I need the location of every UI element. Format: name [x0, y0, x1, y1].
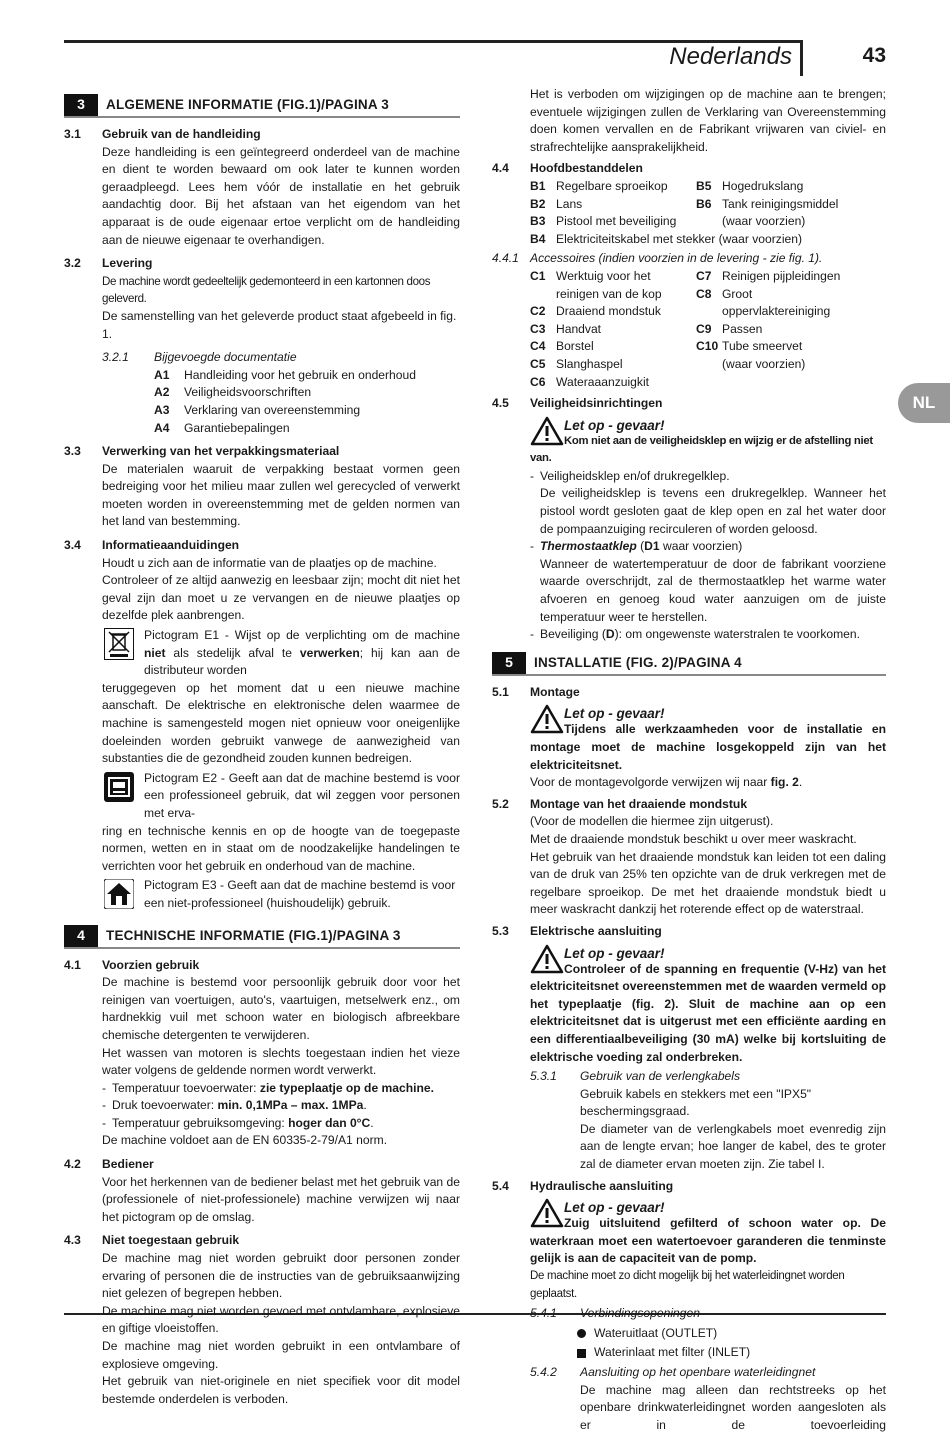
list-item: reinigen van de kop [556, 286, 662, 301]
paragraph: Voor de montagevolgorde verwijzen wij naar fig. 2. [530, 775, 803, 790]
warning-text: Kom niet aan de veiligheidsklep en wijzig er de afstelling niet van. [530, 434, 873, 465]
list-item: C5 Slanghaspel [530, 356, 623, 371]
section-number: 4 [64, 925, 98, 947]
heading-5-4 [492, 1178, 886, 1196]
paragraph: Het wassen van motoren is slechts toegestaan indien het vieze water volgens de geldende normen wordt verwerkt. [102, 1045, 460, 1078]
list-item: C4 Borstel [530, 339, 594, 354]
heading-5-3-1 [492, 1068, 886, 1086]
paragraph: Houdt u zich aan de informatie van de plaatjes op de machine. [102, 555, 437, 570]
heading-4-5 [492, 395, 886, 413]
item-key: A4 [154, 420, 170, 435]
heading-title: Montage [530, 684, 580, 699]
list-item: - Beveiliging (D): om ongewenste waterstralen te voorkomen. [530, 627, 860, 642]
heading-3-2-1 [64, 349, 460, 367]
requirements-list [64, 1080, 460, 1133]
pictogram-e2-text: Pictogram E2 - Geeft aan dat de machine bestemd is voor een professioneel gebruik, dat wil zeggen voor personen met erva- [144, 770, 460, 820]
warning-block [492, 703, 886, 791]
paragraph: Het gebruik van het draaiende mondstuk kan leiden tot een daling van de druk van 25% ten opzichte van de druk verkregen met de regelbare sproeikop. De met het draaiende mondstuk biedt u meer waskracht dankzij het roterende effect op de waterstraal. [530, 849, 886, 917]
pictogram-e1-block [102, 627, 460, 680]
heading-title: Accessoires (indien voorzien in de levering - zie fig. 1). [530, 251, 823, 266]
list-item: - Temperatuur toevoerwater: zie typeplaatje op de machine. [102, 1080, 434, 1095]
safety-devices-list [492, 468, 886, 644]
heading-number: 5.4 [492, 1178, 509, 1193]
heading-number: 5.2 [492, 796, 509, 811]
pictogram-e1-continued: teruggegeven op het moment dat u een nieuwe machine aanschaft. De elektrische en elektronische delen waarmee de machine is samengesteld mogen niet opnieuw voor oneigenlijke doeleinden worden gebruikt vanwege de aanwezigheid van substanties die de gezondheid zouden kunnen bedreigen. [102, 680, 460, 766]
heading-number: 4.4 [492, 161, 509, 176]
list-item [154, 402, 460, 420]
main-components-list-b4 [492, 231, 886, 249]
house-icon [102, 877, 136, 911]
documentation-list [64, 367, 460, 437]
pictogram-e3-text: Pictogram E3 - Geeft aan dat de machine bestemd is voor een niet-professioneel (huishoudelijk) gebruik. [144, 878, 456, 910]
list-item: C7 Reinigen pijpleidingen [696, 268, 841, 283]
heading-number: 4.2 [64, 1157, 81, 1172]
paragraph: (Voor de modellen die hiermee zijn uitgerust). [530, 814, 774, 829]
heading-number: 4.3 [64, 1233, 81, 1248]
heading-title: Aansluiting op het openbare waterleidingnet [580, 1365, 816, 1379]
list-item: C1 Werktuig voor het [530, 268, 651, 283]
list-item: C8 Groot [696, 286, 753, 301]
section-header-3 [64, 94, 460, 118]
left-column [64, 90, 460, 1408]
heading-number: 4.4.1 [492, 251, 519, 266]
paragraph: Gebruik kabels en stekkers met een "IPX5" beschermingsgraad. [580, 1086, 812, 1119]
heading-title: Veiligheidsinrichtingen [530, 396, 663, 411]
warning-title: Let op - gevaar! [564, 706, 665, 722]
heading-title: Hydraulische aansluiting [530, 1178, 674, 1193]
paragraph: Controleer of ze altijd aanwezig en leesbaar zijn; mocht dit niet het geval zijn dan moet u ze vervangen en de nieuwe plaatjes op dezelfde plek aanbrengen. [102, 573, 460, 623]
heading-4-1 [64, 957, 460, 975]
paragraph: De samenstelling van het geleverde product staat afgebeeld in fig. 1. [102, 308, 457, 341]
warning-text: Zuig uitsluitend gefilterd of schoon water op. De waterkraan moet een watertoevoer garanderen die tenminste gelijk is aan de capaciteit van de pomp. [530, 1216, 886, 1266]
paragraph: De machine mag niet worden gevoed met ontvlambare, explosieve en giftige vloeistoffen. [102, 1303, 460, 1336]
heading-4-3 [64, 1232, 460, 1250]
list-item: C9 Passen [696, 321, 763, 336]
heading-title: Elektrische aansluiting [530, 923, 662, 938]
heading-title: Verbindingsopeningen [580, 1306, 700, 1321]
list-item: (waar voorzien) [722, 356, 806, 371]
item-key: A2 [154, 385, 170, 400]
page-number: 43 [862, 44, 886, 67]
heading-title: Niet toegestaan gebruik [102, 1233, 240, 1248]
list-item [154, 367, 460, 385]
warning-title: Let op - gevaar! [564, 945, 665, 961]
heading-number: 3.2.1 [102, 350, 129, 365]
heading-3-4 [64, 537, 460, 555]
list-item: - Thermostaatklep (D1 waar voorzien) [530, 539, 743, 554]
warning-block [492, 1197, 886, 1303]
heading-number: 4.1 [64, 957, 81, 972]
list-item: B3 Pistool met beveiliging [530, 214, 677, 229]
warning-block [492, 943, 886, 1067]
heading-title: Hoofdbestanddelen [530, 161, 643, 176]
heading-5-1 [492, 684, 886, 702]
heading-title: Voorzien gebruik [102, 957, 200, 972]
heading-number: 5.4.1 [530, 1306, 557, 1321]
heading-number: 5.4.2 [530, 1365, 557, 1379]
warning-block [492, 415, 886, 468]
list-item: oppervlaktereiniging [722, 304, 831, 319]
list-item [154, 420, 460, 438]
pictogram-e1-text-start: ; hij kan aan de distributeur worden [144, 645, 460, 678]
pictogram-e3-block [102, 877, 460, 912]
inlet-square-icon [577, 1349, 586, 1358]
paragraph: Wanneer de watertemperatuur de door de fabrikant voorziene waarde overschrijdt, zal de thermostaatklep het warme water afvoeren en genoeg koud water aanzuigen om de juiste temperatuur weer te herstellen. [540, 556, 886, 624]
item-label: Veiligheidsvoorschriften [184, 385, 312, 400]
paragraph: Met de draaiende mondstuk beschikt u over meer waskracht. [530, 831, 857, 846]
pictogram-e2-block [102, 770, 460, 823]
paragraph: Voor het herkennen van de bediener belast met het gebruik van de (professionele of niet-professionele) machine verwijzen wij naar het pictogram op de omslag. [102, 1174, 460, 1224]
warning-icon [530, 703, 564, 735]
warning-icon [530, 1197, 564, 1229]
pictogram-e1-text: Pictogram E1 - Wijst op de verplichting om de machine niet als stedelijk afval te verwerken; hij kan aan de distributeur worden [144, 628, 460, 678]
paragraph: De machine voldoet aan de EN 60335-2-79/A1 norm. [102, 1133, 388, 1148]
heading-number: 5.3.1 [530, 1069, 557, 1084]
list-item: B4 Elektriciteitskabel met stekker (waar voorzien) [530, 231, 802, 246]
heading-3-3 [64, 443, 460, 461]
heading-title: Gebruik van de verlengkabels [580, 1069, 741, 1084]
right-column [492, 86, 886, 1434]
heading-3-1 [64, 126, 460, 144]
list-item: B1 Regelbare sproeikop [530, 178, 668, 193]
paragraph: De machine mag alleen dan rechtstreeks op het openbare drinkwaterleidingnet worden aangesloten als er in de toevoerleiding [580, 1382, 886, 1432]
heading-title: Verwerking van het verpakkingsmateriaal [102, 444, 340, 459]
heading-3-2 [64, 255, 460, 273]
connections-list [492, 1325, 886, 1362]
list-item: Waterinlaat met filter (INLET) [568, 1344, 886, 1362]
paragraph: De machine mag niet worden gebruikt in een ontvlambare of explosieve omgeving. [102, 1339, 460, 1371]
list-item: B6 Tank reinigingsmiddel [696, 196, 839, 211]
section-number: 3 [64, 94, 98, 116]
list-item: C10 Tube smeervet [696, 339, 803, 354]
main-components-list [492, 178, 886, 231]
heading-number: 5.1 [492, 684, 509, 699]
heading-number: 3.3 [64, 444, 81, 459]
paragraph: De machine moet zo dicht mogelijk bij het waterleidingnet worden geplaatst. [530, 1270, 845, 1300]
list-item: B5 Hogedrukslang [696, 178, 804, 193]
heading-title: Montage van het draaiende mondstuk [530, 796, 748, 811]
list-item: Wateruitlaat (OUTLET) [568, 1325, 886, 1343]
professional-machine-icon [102, 770, 136, 804]
heading-4-4-1 [492, 250, 886, 268]
item-label: Handleiding voor het gebruik en onderhoud [184, 367, 416, 382]
list-item: C2 Draaiend mondstuk [530, 304, 661, 319]
heading-number: 3.2 [64, 256, 81, 271]
language-tab: NL [898, 383, 950, 423]
warning-text: Controleer of de spanning en frequentie (V-Hz) van het elektriciteitsnet overeenstemmen met de waarden vermeld op het typeplaatje (fig. 2). Sluit de machine aan op een elektriciteitsnet dat is uitgerust met een efficiënte aarding en een differentiaalbeveiliging (30 mA) welke bij kortsluiting de elektrische voeding zal onderbreken. [530, 961, 886, 1064]
pictogram-e2-continued: ring en technische kennis en op de hoogte van de toegepaste normen, wetten en in staat om de noodzakelijke handelingen te verrichten voor het gebruik en onderhoud van de machine. [102, 823, 460, 873]
warning-title: Let op - gevaar! [564, 417, 665, 433]
paragraph: De machine is bestemd voor persoonlijk gebruik door voor het reinigen van voertuigen, auto's, vaartuigen, metselwerk enz., om hardnekkig vuil met schoon water en biologisch afbreekbare chemische detergenten te verwijderen. [102, 975, 460, 1042]
list-item: (waar voorzien) [722, 214, 806, 229]
warning-text: Tijdens alle werkzaamheden voor de installatie en montage moet de machine losgekoppeld zijn van het elektriciteitsnet. [530, 722, 886, 772]
section-number: 5 [492, 652, 526, 674]
list-item: B2 Lans [530, 196, 583, 211]
heading-title: Gebruik van de handleiding [102, 127, 261, 141]
heading-number: 3.1 [64, 127, 81, 141]
list-item [696, 374, 886, 392]
item-label: Garantiebepalingen [184, 420, 290, 435]
heading-5-3 [492, 923, 886, 941]
list-item: - Temperatuur gebruiksomgeving: hoger dan 0°C. [102, 1115, 374, 1130]
heading-number: 5.3 [492, 923, 509, 938]
heading-5-2 [492, 796, 886, 814]
paragraph: Het is verboden om wijzigingen op de machine aan te brengen; eventuele wijzigingen zullen de Verklaring van Overeenstemming doen komen vervallen en de Fabrikant vrijwaren van civiel- en strafrechtelijke aansprakelijkheid. [530, 87, 886, 154]
paragraph: De machine mag niet worden gebruikt door personen zonder ervaring of personen die de instructies van de gebruiksaanwijzing niet gelezen of begrepen hebben. [102, 1251, 460, 1301]
item-key: A1 [154, 367, 170, 382]
list-item: - Veiligheidsklep en/of drukregelklep. [530, 468, 730, 483]
heading-title: Bediener [102, 1157, 154, 1172]
list-item: C3 Handvat [530, 321, 602, 336]
accessories-list [492, 268, 886, 391]
list-item: - Druk toevoerwater: min. 0,1MPa – max. 1MPa. [102, 1098, 367, 1113]
heading-4-2 [64, 1156, 460, 1174]
warning-icon [530, 415, 564, 447]
heading-5-4-2 [492, 1364, 886, 1382]
paragraph: De materialen waaruit de verpakking bestaat vormen geen bedreiging voor het milieu maar zullen wel gerecycled of verwerkt moeten worden in overeenstemming met de gelden normen van het land van bestemming. [102, 461, 460, 529]
header-separator [800, 40, 803, 76]
language-label: Nederlands [669, 43, 792, 70]
paragraph: Deze handleiding is een geïntegreerd onderdeel van de machine en dient te worden bewaard om ook later te kunnen worden geraadpleegd. Lees hem vóór de installatie en het gebruik aandachtig door. Bij het afstaan van het eigendom van het apparaat is de oude eigenaar ertoe verplicht om de handleiding aan de nieuwe eigenaar te overhandigen. [102, 144, 460, 247]
list-item: C6 Wateraaanzuigkit [530, 374, 649, 389]
heading-title: Bijgevoegde documentatie [154, 350, 297, 365]
heading-title: Informatieaanduidingen [102, 538, 240, 553]
section-header-5 [492, 652, 886, 676]
heading-5-4-1 [492, 1305, 886, 1323]
item-label: Verklaring van overeenstemming [184, 402, 361, 417]
section-header-4 [64, 925, 460, 949]
outlet-dot-icon [577, 1329, 586, 1338]
section-title: ALGEMENE INFORMATIE (FIG.1)/PAGINA 3 [106, 97, 389, 113]
crossed-bin-icon [102, 627, 136, 661]
paragraph: De veiligheidsklep is tevens een drukregelklep. Wanneer het pistool wordt gesloten gaat de klep open en zal het water door de pompaanzuiging recirculeren of worden geloosd. [540, 486, 886, 536]
heading-number: 4.5 [492, 396, 509, 411]
section-title: INSTALLATIE (FIG. 2)/PAGINA 4 [534, 655, 742, 671]
heading-title: Levering [102, 256, 153, 271]
paragraph: De diameter van de verlengkabels moet evenredig zijn aan de lengte ervan; hoe langer de kabel, des te groter zal de diameter ervan moeten zijn. Zie tabel I. [580, 1121, 886, 1172]
paragraph: Het gebruik van niet-originele en niet specifiek voor dit model bestemde onderdelen is verboden. [102, 1374, 460, 1406]
warning-title: Let op - gevaar! [564, 1200, 665, 1216]
list-item [154, 384, 460, 402]
warning-icon [530, 943, 564, 975]
section-title: TECHNISCHE INFORMATIE (FIG.1)/PAGINA 3 [106, 927, 401, 943]
heading-4-4 [492, 160, 886, 178]
item-key: A3 [154, 402, 170, 417]
heading-number: 3.4 [64, 538, 81, 553]
paragraph: De machine wordt gedeeltelijk gedemonteerd in een kartonnen doos geleverd. [102, 274, 431, 306]
